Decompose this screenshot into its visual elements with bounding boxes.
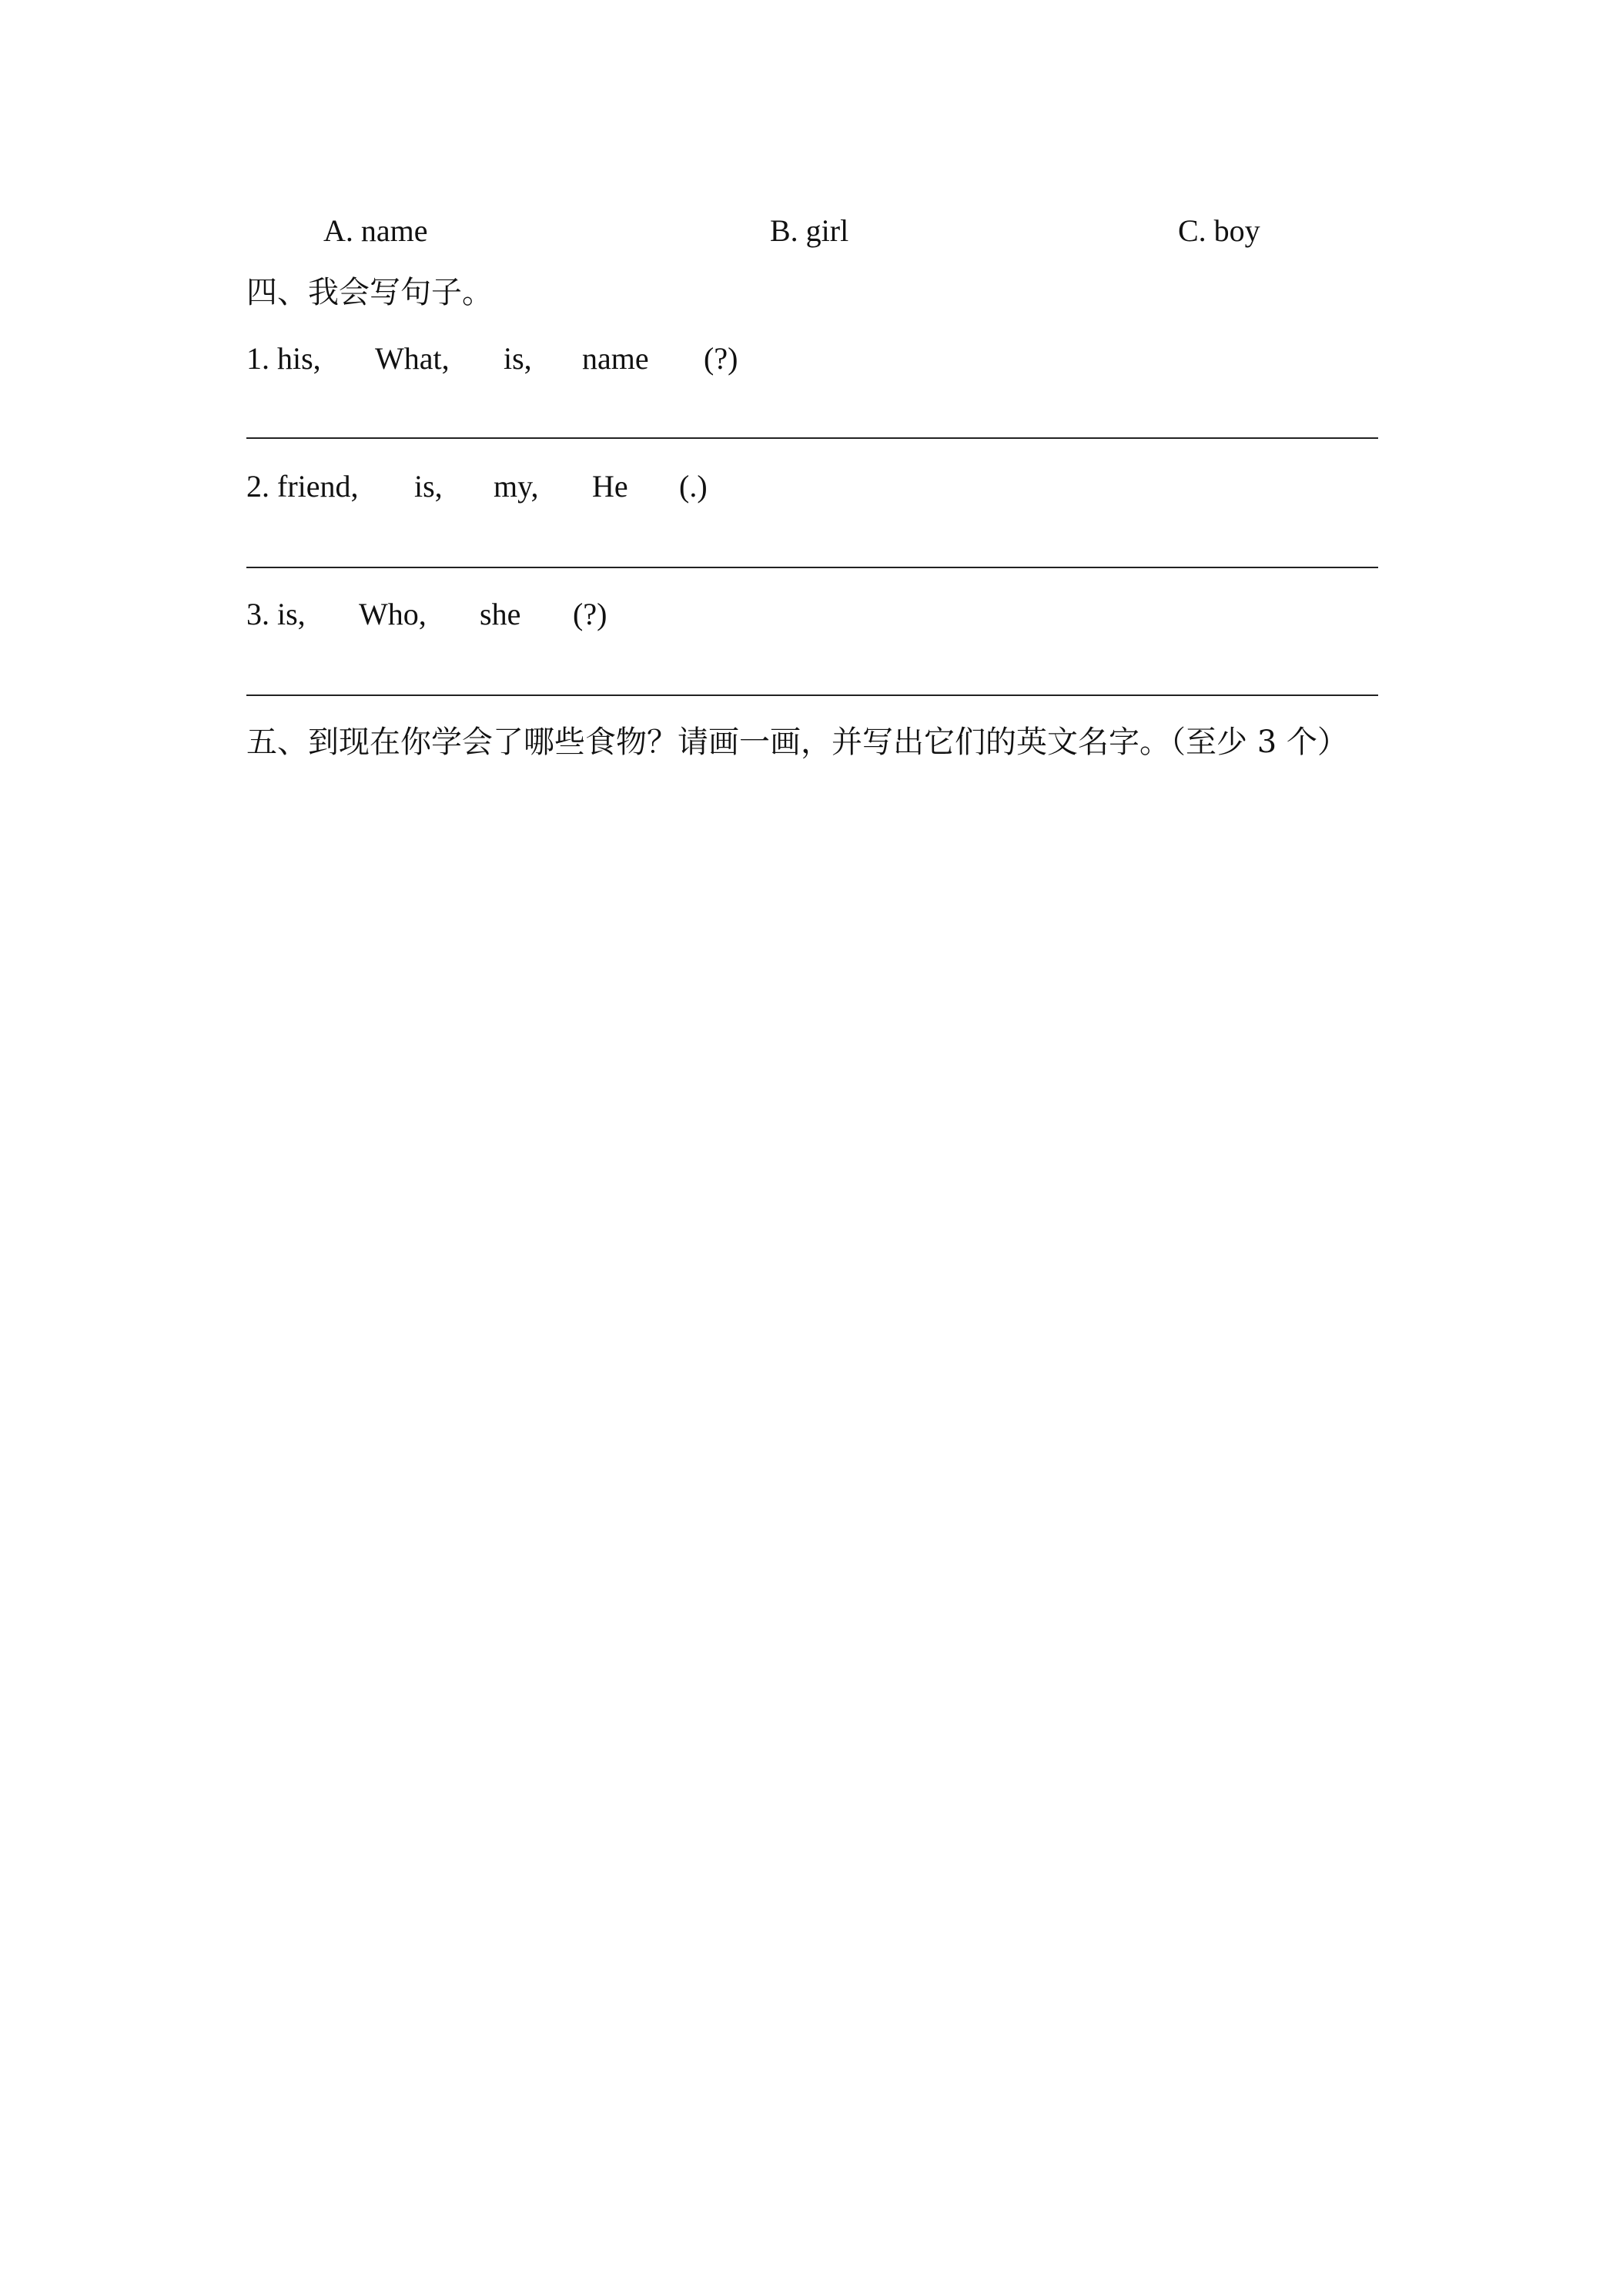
question-2-word: is, xyxy=(414,469,443,504)
question-2-word: He xyxy=(592,469,628,504)
option-a: A. name xyxy=(323,213,428,248)
question-2-number: 2. friend, xyxy=(246,469,359,504)
question-3-word: Who, xyxy=(359,597,427,631)
drawing-area[interactable] xyxy=(246,778,1378,2241)
answer-line-3[interactable] xyxy=(246,694,1378,696)
question-1-number: 1. his, xyxy=(246,341,321,376)
answer-line-2[interactable] xyxy=(246,567,1378,568)
question-1-word: What, xyxy=(375,341,450,376)
option-c: C. boy xyxy=(1178,213,1260,248)
section-5-heading: 五、到现在你学会了哪些食物？请画一画，并写出它们的英文名字。（至少 3 个） xyxy=(246,725,1348,760)
question-1-word: name xyxy=(582,341,649,376)
question-3-number: 3. is, xyxy=(246,597,306,631)
option-b: B. girl xyxy=(770,213,849,248)
answer-line-1[interactable] xyxy=(246,437,1378,439)
question-2-word: (.) xyxy=(679,469,708,504)
section-4-heading: 四、我会写句子。 xyxy=(246,275,493,310)
question-1-word: (?) xyxy=(704,341,738,376)
question-3-word: she xyxy=(480,597,521,631)
question-1-word: is, xyxy=(504,341,532,376)
question-2-word: my, xyxy=(494,469,539,504)
question-3-word: (?) xyxy=(573,597,607,631)
